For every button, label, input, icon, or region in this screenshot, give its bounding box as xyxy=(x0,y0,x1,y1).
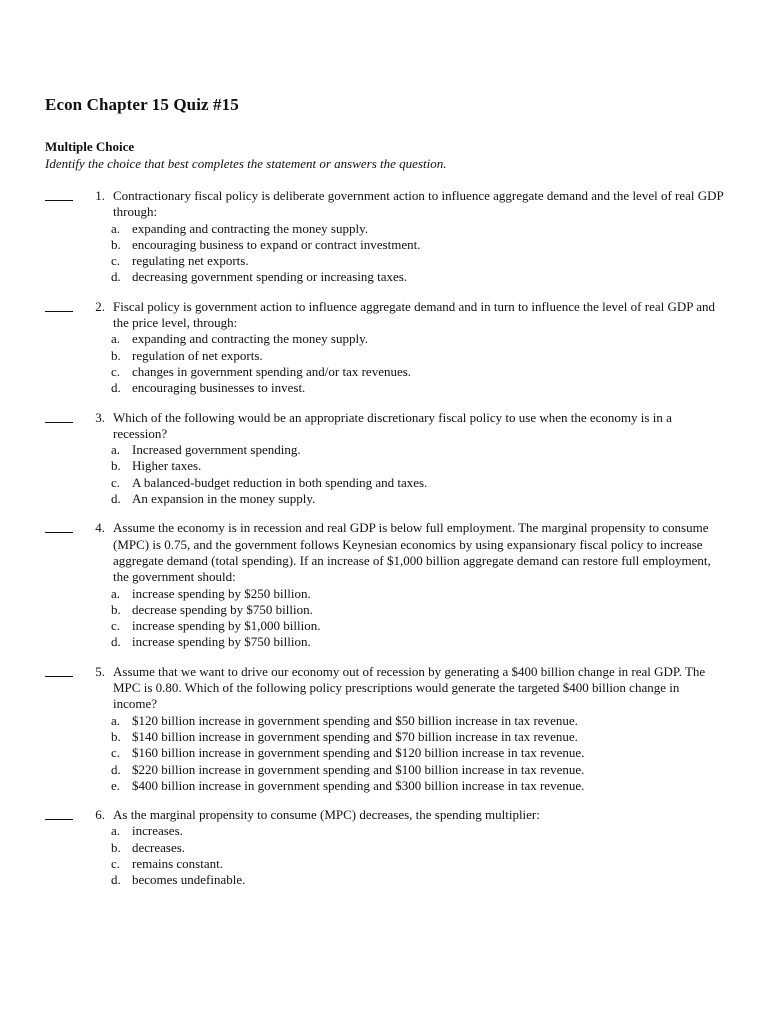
answer-choice xyxy=(111,729,725,745)
choice-letter: c. xyxy=(111,745,121,761)
choice-text: Higher taxes. xyxy=(132,458,202,474)
answer-blank[interactable] xyxy=(45,311,73,312)
choice-letter: a. xyxy=(111,442,121,458)
choice-list xyxy=(111,442,725,507)
question-text: Assume the economy is in recession and real GDP is below full employment. The marginal propensity to consume (MPC) is 0.75, and the government follows Keynesian economics by using expansionary fiscal policy to increase aggregate demand (total spending). If an increase of $1,000 billion aggregate demand can restore full employment, the government should: xyxy=(113,520,711,585)
choice-letter: d. xyxy=(111,761,121,777)
answer-choice xyxy=(111,634,725,650)
question-number: 3. xyxy=(95,409,105,425)
choice-letter: b. xyxy=(111,347,121,363)
answer-choice xyxy=(111,380,725,396)
choice-letter: d. xyxy=(111,269,121,285)
answer-blank[interactable] xyxy=(45,200,73,201)
choice-letter: d. xyxy=(111,872,121,888)
choice-text: remains constant. xyxy=(132,855,223,871)
choice-letter: b. xyxy=(111,236,121,252)
answer-blank[interactable] xyxy=(45,422,73,423)
choice-letter: a. xyxy=(111,712,121,728)
question-text: Contractionary fiscal policy is deliberate government action to influence aggregate demand and the level of real GDP through: xyxy=(113,188,724,220)
question-text: As the marginal propensity to consume (MPC) decreases, the spending multiplier: xyxy=(113,807,540,823)
choice-list xyxy=(111,713,725,794)
answer-choice xyxy=(111,237,725,253)
answer-choice xyxy=(111,269,725,285)
choice-text: increase spending by $250 billion. xyxy=(132,585,311,601)
choice-text: becomes undefinable. xyxy=(132,872,246,888)
answer-choice xyxy=(111,331,725,347)
answer-choice xyxy=(111,442,725,458)
choice-letter: d. xyxy=(111,634,121,650)
choice-text: regulation of net exports. xyxy=(132,347,263,363)
choice-text: encouraging businesses to invest. xyxy=(132,380,306,396)
answer-choice xyxy=(111,221,725,237)
choice-letter: d. xyxy=(111,380,121,396)
choice-letter: b. xyxy=(111,839,121,855)
question-text: Fiscal policy is government action to influence aggregate demand and in turn to influence the level of real GDP and the price level, through: xyxy=(113,298,716,331)
choice-list xyxy=(111,221,725,286)
choice-letter: c. xyxy=(111,474,121,490)
question-item xyxy=(45,520,725,650)
question-text: Assume that we want to drive our economy out of recession by generating a $400 billion change in real GDP. The MPC is 0.80. Which of the following policy prescriptions would generate the targeted $400 billion change in income? xyxy=(113,663,706,712)
choice-letter: a. xyxy=(111,220,121,236)
question-item xyxy=(45,188,725,286)
answer-choice xyxy=(111,458,725,474)
section-instructions: Identify the choice that best completes the statement or answers the question. xyxy=(45,156,447,171)
section-heading: Multiple Choice xyxy=(45,139,135,154)
choice-list xyxy=(111,331,725,396)
choice-text: expanding and contracting the money supply. xyxy=(132,220,368,236)
answer-choice xyxy=(111,856,725,872)
answer-choice xyxy=(111,253,725,269)
answer-choice xyxy=(111,348,725,364)
answer-choice xyxy=(111,586,725,602)
choice-text: increases. xyxy=(132,823,183,839)
choice-letter: e. xyxy=(111,777,121,793)
choice-letter: b. xyxy=(111,601,121,617)
choice-text: expanding and contracting the money supply. xyxy=(132,331,368,347)
answer-choice xyxy=(111,618,725,634)
question-number: 5. xyxy=(95,663,105,679)
choice-text: $160 billion increase in government spending and $120 billion increase in tax revenue. xyxy=(132,745,585,761)
page-title: Econ Chapter 15 Quiz #15 xyxy=(45,95,239,114)
choice-list xyxy=(111,586,725,651)
question-item xyxy=(45,664,725,794)
choice-text: $220 billion increase in government spending and $100 billion increase in tax revenue. xyxy=(132,761,585,777)
choice-text: increase spending by $750 billion. xyxy=(132,634,311,650)
answer-choice xyxy=(111,778,725,794)
choice-letter: a. xyxy=(111,823,121,839)
choice-text: decreasing government spending or increasing taxes. xyxy=(132,269,408,285)
question-item xyxy=(45,807,725,888)
answer-choice xyxy=(111,872,725,888)
choice-letter: d. xyxy=(111,491,121,507)
answer-choice xyxy=(111,745,725,761)
choice-text: decrease spending by $750 billion. xyxy=(132,601,313,617)
choice-text: Increased government spending. xyxy=(132,442,301,458)
answer-choice xyxy=(111,840,725,856)
answer-choice xyxy=(111,602,725,618)
choice-letter: c. xyxy=(111,855,121,871)
question-list xyxy=(45,188,725,902)
choice-text: $400 billion increase in government spending and $300 billion increase in tax revenue. xyxy=(132,777,585,793)
choice-text: An expansion in the money supply. xyxy=(132,491,316,507)
choice-letter: c. xyxy=(111,253,121,269)
answer-choice xyxy=(111,475,725,491)
question-item xyxy=(45,299,725,397)
answer-choice xyxy=(111,762,725,778)
question-number: 1. xyxy=(95,188,105,203)
choice-letter: b. xyxy=(111,728,121,744)
choice-text: A balanced-budget reduction in both spending and taxes. xyxy=(132,474,428,490)
answer-choice xyxy=(111,713,725,729)
choice-letter: c. xyxy=(111,363,121,379)
choice-text: increase spending by $1,000 billion. xyxy=(132,618,321,634)
question-item xyxy=(45,410,725,508)
choice-text: encouraging business to expand or contract investment. xyxy=(132,236,421,252)
choice-text: decreases. xyxy=(132,839,186,855)
choice-text: changes in government spending and/or tax revenues. xyxy=(132,363,412,379)
question-number: 6. xyxy=(95,807,105,823)
choice-list xyxy=(111,823,725,888)
answer-choice xyxy=(111,491,725,507)
choice-letter: c. xyxy=(111,618,121,634)
answer-blank[interactable] xyxy=(45,676,73,677)
choice-letter: a. xyxy=(111,331,121,347)
answer-choice xyxy=(111,823,725,839)
choice-letter: a. xyxy=(111,585,121,601)
choice-text: $120 billion increase in government spending and $50 billion increase in tax revenue. xyxy=(132,712,578,728)
question-text: Which of the following would be an appropriate discretionary fiscal policy to use when the economy is in a recession? xyxy=(113,409,672,441)
question-number: 2. xyxy=(95,298,105,314)
answer-blank[interactable] xyxy=(45,532,73,533)
choice-letter: b. xyxy=(111,458,121,474)
answer-choice xyxy=(111,364,725,380)
choice-text: $140 billion increase in government spending and $70 billion increase in tax revenue. xyxy=(132,728,578,744)
answer-blank[interactable] xyxy=(45,819,73,820)
question-number: 4. xyxy=(95,520,105,536)
choice-text: regulating net exports. xyxy=(132,253,249,269)
